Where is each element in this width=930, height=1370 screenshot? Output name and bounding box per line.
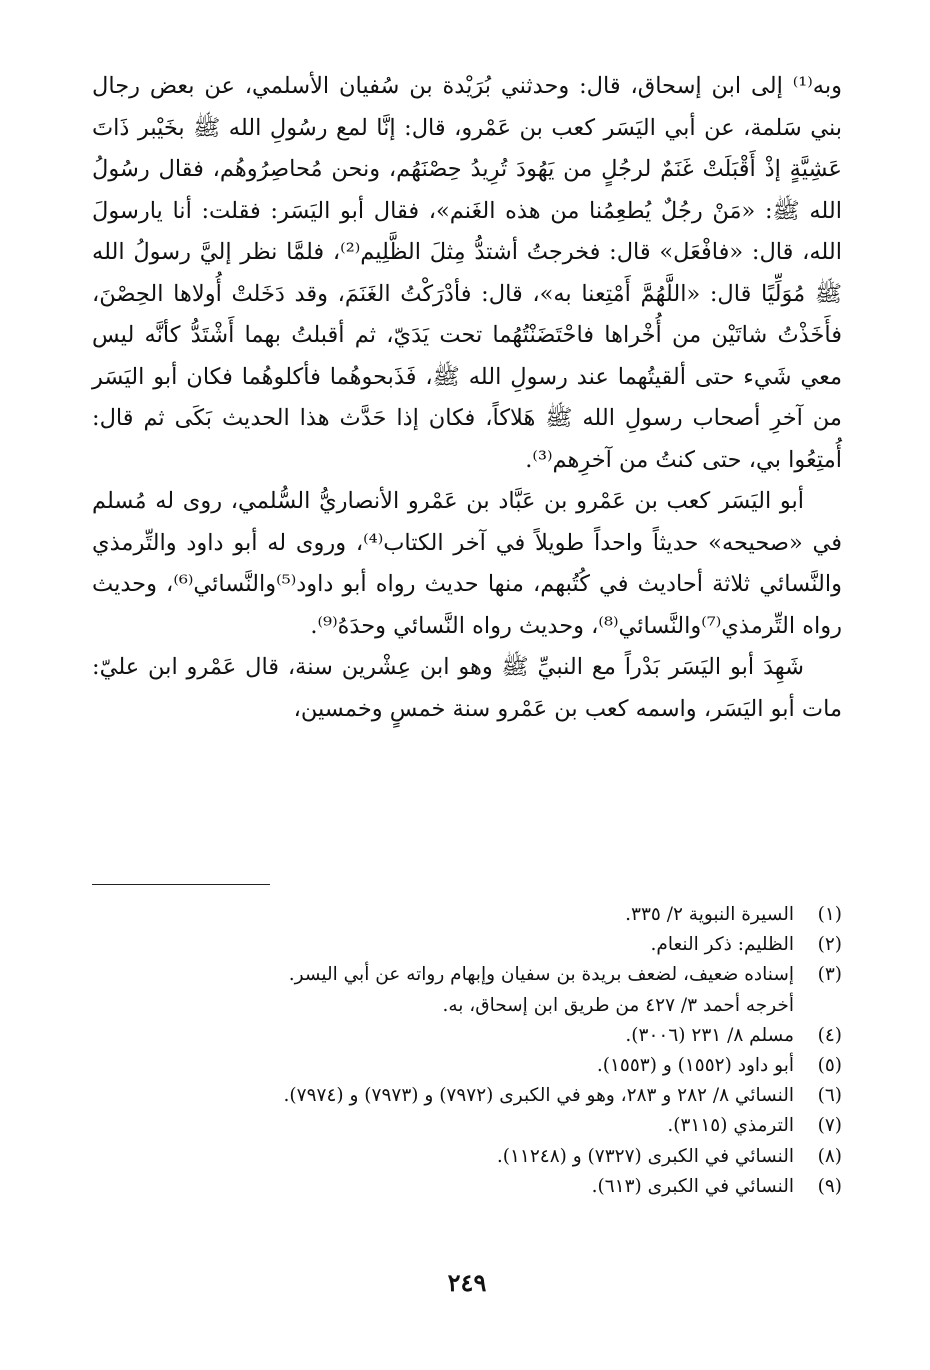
- footnote-number: (٧): [817, 1115, 842, 1137]
- page-number: ٢٤٩: [447, 1268, 487, 1297]
- footnote-item: [92, 960, 842, 1020]
- footnote-text: مسلم ٨/ ٢٣١ (٣٠٠٦).: [625, 1024, 794, 1046]
- footnote-item: [92, 1081, 842, 1111]
- footnote-number: (٩): [817, 1175, 842, 1197]
- footnote-number: (١): [817, 904, 842, 925]
- footnote-item: [92, 900, 842, 930]
- book-page: [92, 66, 842, 1356]
- footnote-item: [92, 1142, 842, 1172]
- footnote-number: (٢): [817, 934, 842, 956]
- footnote-item: [92, 930, 842, 960]
- paragraph-biography: أبو اليَسَر كعب بن عَمْرو بن عَبَّاد بن عَمْرو الأنصاريُّ السُّلمي، روى له مُسلم في «صحيحه» حديثاً واحداً طويلاً في آخر الكتاب⁽⁴⁾، وروى له أبو داود والتِّرمذي والنَّسائي ثلاثة أحاديث في كُتُبهم، منها حديث رواه أبو داود⁽⁵⁾والنَّسائي⁽⁶⁾، وحديث رواه التِّرمذي⁽⁷⁾والنَّسائي⁽⁸⁾، وحديث رواه النَّسائي وحدَهُ⁽⁹⁾.: [92, 488, 842, 639]
- footnote-text: النسائي في الكبرى (٧٣٢٧) و (١١٢٤٨).: [496, 1145, 794, 1167]
- footnotes-list: [92, 900, 842, 1202]
- footnote-item: [92, 1172, 842, 1202]
- footnote-text: الظليم: ذكر النعام.: [650, 934, 794, 956]
- footnote-text: أبو داود (١٥٥٢) و (١٥٥٣).: [596, 1055, 794, 1077]
- footnote-number: (٦): [817, 1085, 842, 1107]
- footnote-number: (٨): [817, 1145, 842, 1167]
- footnote-item: [92, 1051, 842, 1081]
- footnote-number: (٥): [817, 1055, 842, 1077]
- footnote-text: النسائي ٨/ ٢٨٢ و ٢٨٣، وهو في الكبرى (٧٩٧٢) و (٧٩٧٣) و (٧٩٧٤).: [283, 1085, 794, 1107]
- body-text: [92, 66, 842, 730]
- footnote-separator: [92, 884, 270, 885]
- paragraph-death: شَهِدَ أبو اليَسَر بَدْراً مع النبيِّ ﷺ وهو ابن عِشْرين سنة، قال عَمْرو ابن عليّ: مات أبو اليَسَر، واسمه كعب بن عَمْرو سنة خمسٍ وخمسين،: [92, 654, 842, 722]
- footnote-text: السيرة النبوية ٢/ ٣٣٥.: [625, 904, 794, 925]
- footnote-continuation: أخرجه أحمد ٣/ ٤٢٧ من طريق ابن إسحاق، به.: [442, 994, 794, 1016]
- footnote-text: الترمذي (٣١١٥).: [667, 1115, 794, 1137]
- footnote-number: (٣): [817, 964, 842, 986]
- footnote-item: [92, 1021, 842, 1051]
- paragraph-hadith: وبه⁽¹⁾ إلى ابن إسحاق، قال: وحدثني بُرَيْدة بن سُفيان الأسلمي، عن بعض رجال بني سَلمة، عن أبي اليَسَر كعب بن عَمْرو، قال: إنَّا لمع رسُولِ الله ﷺ بخَيْبر ذَاتَ عَشِيَّةٍ إذْ أَقْبَلَتْ غَنَمٌ لرجُلٍ من يَهُودَ تُرِيدُ حِصْنَهُم، ونحن مُحاصِرُوهُم، فقال رسُولُ الله ﷺ: «مَنْ رجُلٌ يُطعِمُنا من هذه الغَنم»، فقال أبو اليَسَر: فقلت: أنا يارسولَ الله، قال: «فافْعَل» قال: فخرجتُ أشتدُّ مِثلَ الظَّلِيم⁽²⁾، فلمَّا نظر إليَّ رسولُ الله ﷺ مُوَلِّيًا قال: «اللَّهُمَّ أَمْتِعنا به»، قال: فأدْرَكْتُ الغَنَمَ، وقد دَخَلتْ أُولاها الحِصْنَ، فأَخَذْتُ شاتَيْن من أُخْراها فاحْتَضَنْتُهُما تحت يَدَيّ، ثم أقبلتُ بهما أَشْتَدُّ كأنَّه ليس معي شَيء حتى ألقيتُهما عند رسولِ الله ﷺ، فَذَبحوهُما فأكلوهُما فكان أبو اليَسَر من آخرِ أصحاب رسولِ الله ﷺ هَلاكاً، فكان إذا حَدَّث هذا الحديث بَكَى ثم قال: أُمتِعُوا بي، حتى كنتُ من آخرِهم⁽³⁾.: [92, 73, 842, 473]
- footnote-number: (٤): [817, 1024, 842, 1046]
- footnote-text: النسائي في الكبرى (٦١٣).: [591, 1175, 794, 1197]
- footnote-item: [92, 1111, 842, 1141]
- footnote-text: إسناده ضعيف، لضعف بريدة بن سفيان وإبهام رواته عن أبي اليسر.: [288, 964, 794, 986]
